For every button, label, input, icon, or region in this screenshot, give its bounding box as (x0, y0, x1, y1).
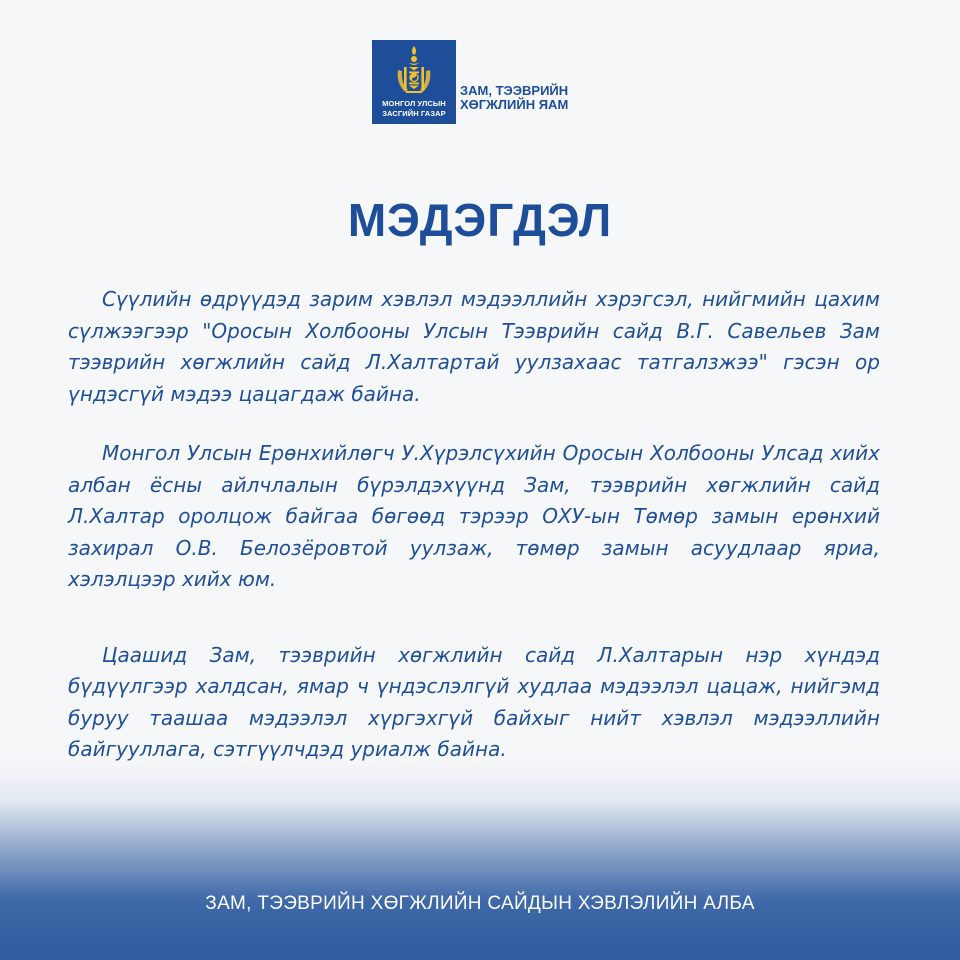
emblem-text-line2: ЗАСГИЙН ГАЗАР (382, 109, 446, 118)
ministry-name-line1: ЗАМ, ТЭЭВРИЙН (460, 83, 569, 98)
soyombo-emblem-icon (372, 40, 456, 98)
page-title: МЭДЭГДЭЛ (347, 194, 613, 246)
paragraph: Цаашид Зам, тээврийн хөгжлийн сайд Л.Халтарын нэр хүндэд бүдүүлгээр халдсан, ямар ч үндэслэлгүй худлаа мэдээлэл цацаж, нийгэмд буруу таашаа мэдээлэл хүргэхгүй байхыг нийт хэвлэл мэдээллийн байгууллага, сэтгүүлчдэд уриалж байна. (68, 642, 880, 761)
ministry-name (460, 84, 568, 112)
footer-press-office: ЗАМ, ТЭЭВРИЙН ХӨГЖЛИЙН САЙДЫН ХЭВЛЭЛИЙН АЛБА (205, 893, 755, 914)
government-logo (372, 40, 602, 124)
paragraph: Монгол Улсын Ерөнхийлөгч У.Хүрэлсүхийн Оросын Холбооны Улсад хийх албан ёсны айлчлалын бүрэлдэхүүнд Зам, тээврийн хөгжлийн сайд Л.Халтар оролцож байгаа бөгөөд тэрээр ОХУ-ын Төмөр замын ерөнхий захирал О.В. Белозёровтой уулзаж, төмөр замын асуудлаар яриа, хэлэлцээр хийх юм. (68, 441, 880, 591)
announcement-body (68, 284, 880, 766)
paragraph: Сүүлийн өдрүүдэд зарим хэвлэл мэдээллийн хэрэгсэл, нийгмийн цахим сүлжээгээр "Оросын Холбооны Улсын Тээврийн сайд В.Г. Савельев Зам тээврийн хөгжлийн сайд Л.Халтартай уулзахаас татгалзжээ" гэсэн ор үндэсгүй мэдээ цацагдаж байна. (68, 287, 880, 406)
emblem-text-line1: МОНГОЛ УЛСЫН (382, 99, 446, 108)
emblem-block (372, 40, 456, 124)
ministry-name-line2: ХӨГЖЛИЙН ЯАМ (460, 97, 569, 112)
